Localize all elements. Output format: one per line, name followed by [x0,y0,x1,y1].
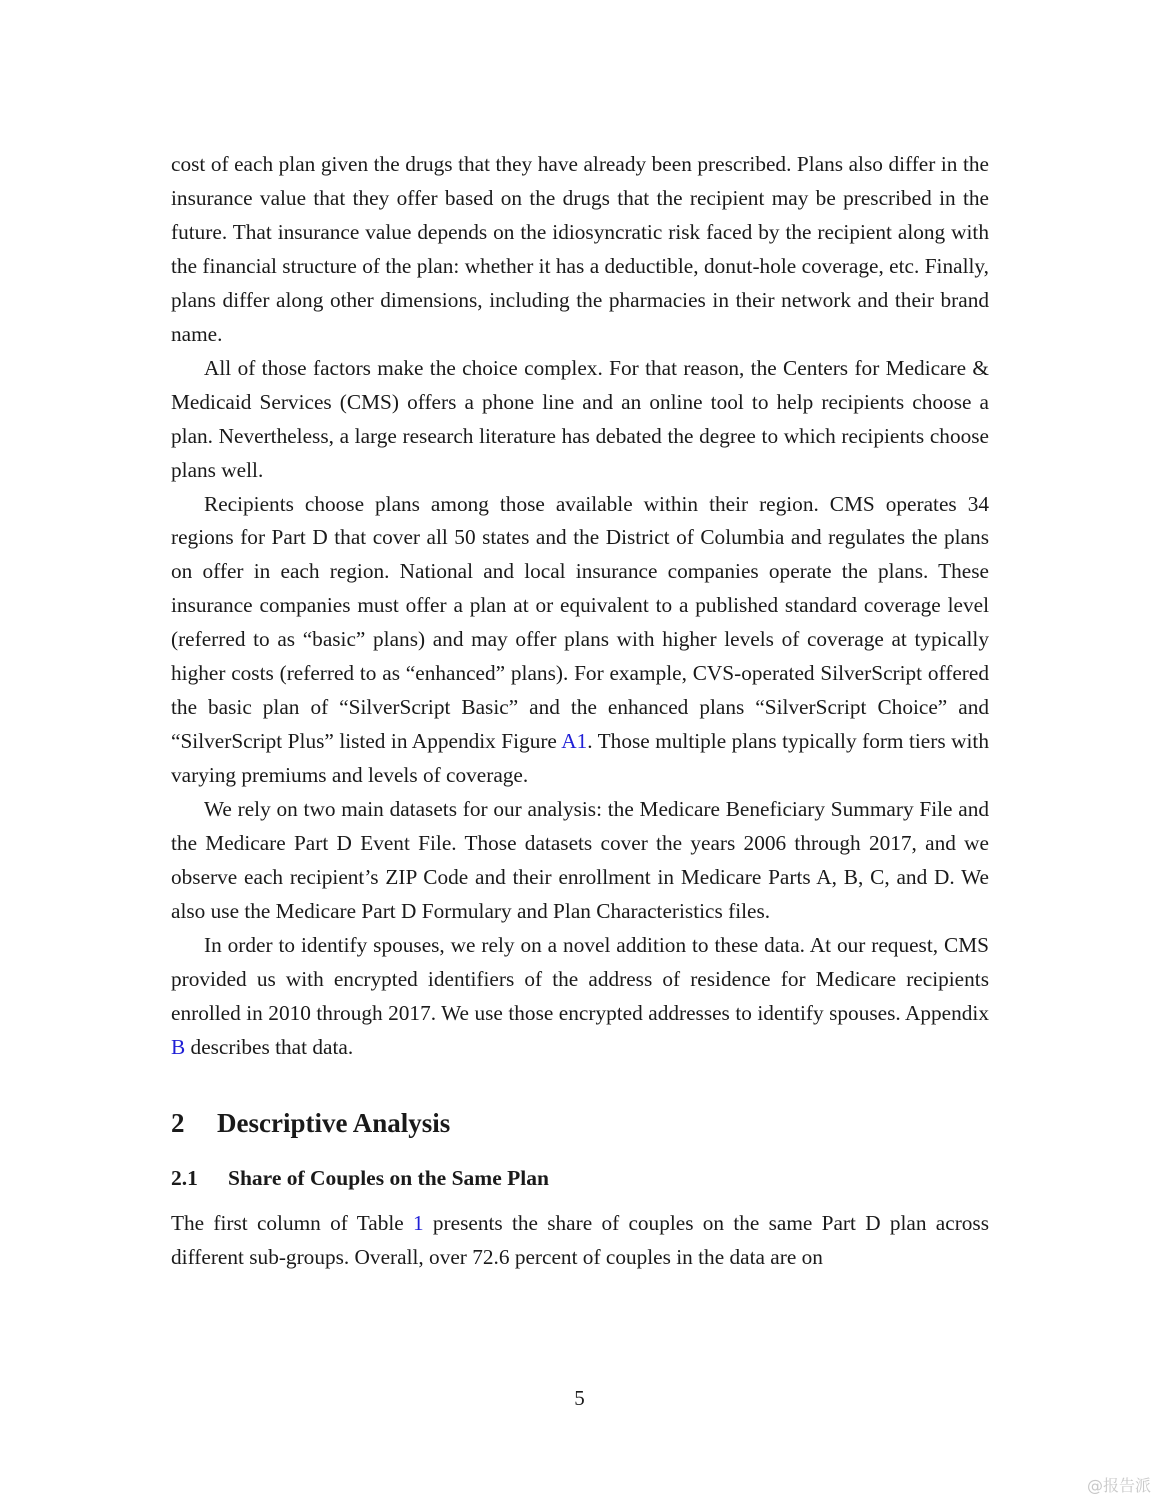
section-heading [171,1105,989,1141]
text: In order to identify spouses, we rely on a novel addition to these data. At our request, CMS provided us with encrypted identifiers of the address of residence for Medicare recipients enrolled in 2010 through 2017. We use those encrypted addresses to identify spouses. Appendix [171,932,989,1025]
paragraph-share-couples [171,1207,989,1275]
paragraph-regions [171,488,989,794]
link-appendix-b[interactable]: B [171,1034,186,1059]
page-number: 5 [574,1386,585,1410]
paragraph-datasets: We rely on two main datasets for our analysis: the Medicare Beneficiary Summary File and the Medicare Part D Event File. Those datasets cover the years 2006 through 2017, and we observe each recipient’s ZIP Code and their enrollment in Medicare Parts A, B, C, and D. We also use the Medicare Part D Formulary and Plan Characteristics files. [171,797,989,923]
link-appendix-figure-a1[interactable]: A1 [561,729,588,754]
paragraph-spouses [171,929,989,1065]
paragraph-choice-complex: All of those factors make the choice complex. For that reason, the Centers for Medicare & Medicaid Services (CMS) offers a phone line and an online tool to help recipients choose a plan. Nevertheless, a large research literature has debated the degree to which recipients choose plans well. [171,355,989,482]
section-number: 2 [171,1107,185,1138]
paragraph-plan-costs: cost of each plan given the drugs that they have already been prescribed. Plans also differ in the insurance value that they offer based on the drugs that the recipient may be prescribed in the future. That insurance value depends on the idiosyncratic risk faced by the recipient along with the financial structure of the plan: whether it has a deductible, donut-hole coverage, etc. Finally, plans differ along other dimensions, including the pharmacies in their network and their brand name. [171,152,989,346]
text: describes that data. [185,1034,354,1059]
text: The first column of Table [171,1210,413,1235]
page-body [171,148,989,1275]
link-table-1[interactable]: 1 [412,1210,424,1235]
section-title: Descriptive Analysis [217,1107,451,1138]
subsection-title: Share of Couples on the Same Plan [228,1165,549,1190]
text: presents the share of couples on the same Part D plan across different sub-groups. Overall, over 72.6 percent of couples in the data are on [171,1210,990,1269]
subsection-heading [171,1163,989,1193]
text: . Those multiple plans typically form tiers with varying premiums and levels of coverage. [171,729,989,788]
text: Recipients choose plans among those available within their region. CMS operates 34 regions for Part D that cover all 50 states and the District of Columbia and regulates the plans on offer in each region. National and local insurance companies operate the plans. These insurance companies must offer a plan at or equivalent to a published standard coverage level (referred to as “basic” plans) and may offer plans with higher levels of coverage at typically higher costs (referred to as “enhanced” plans). For example, CVS-operated SilverScript offered the basic plan of “SilverScript Basic” and the enhanced plans “SilverScript Choice” and “SilverScript Plus” listed in Appendix Figure [171,491,989,754]
subsection-number: 2.1 [171,1165,198,1190]
watermark: @报告派 [1086,1476,1151,1495]
